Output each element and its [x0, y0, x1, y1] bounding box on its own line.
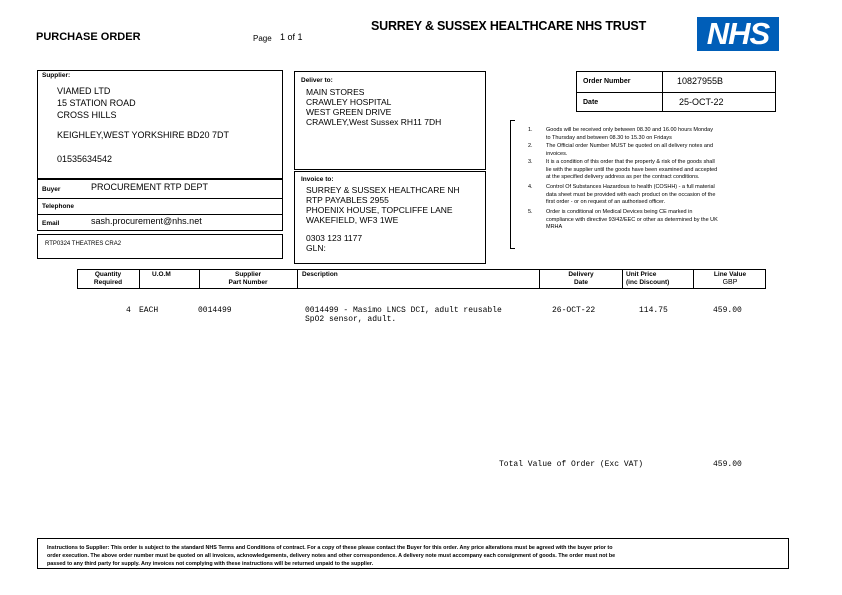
header-line: Unit Price: [626, 271, 657, 278]
supplier-line: 15 STATION ROAD: [57, 98, 136, 108]
deliver-to-box: [294, 71, 486, 170]
row-description: [305, 306, 502, 324]
col-header-quantity: [78, 271, 138, 287]
term-text: [546, 184, 715, 207]
invoice-to-box: [294, 171, 486, 264]
deliver-to-address: [306, 87, 441, 127]
col-header-line-value: [694, 271, 766, 287]
term-line: compliance with directive 93/42/EEC or other as determined by the UK: [546, 216, 718, 223]
deliver-to-label: Deliver to:: [301, 77, 333, 84]
header-line: Required: [93, 279, 123, 286]
term-line: MRHA: [546, 224, 563, 230]
row-line-value: 459.00: [713, 306, 742, 315]
supplier-line: VIAMED LTD: [57, 86, 111, 96]
telephone-label: Telephone: [42, 203, 75, 210]
email-label: Email: [42, 220, 60, 227]
buyer-value: PROCUREMENT RTP DEPT: [91, 182, 209, 192]
term-line: to Thursday and between 08.30 to 15.30 on Fridays: [546, 134, 672, 141]
terms-bracket: [510, 120, 515, 249]
header-line: (inc Discount): [626, 279, 670, 286]
invoice-to-address: [306, 185, 460, 253]
row-delivery-date: 26-OCT-22: [552, 306, 596, 315]
instructions-box: [37, 538, 789, 569]
invoice-line: WAKEFIELD, WF3 1WE: [306, 215, 399, 225]
header-line: Date: [573, 279, 589, 286]
deliver-line: MAIN STORES: [306, 87, 365, 97]
invoice-to-label: Invoice to:: [301, 176, 334, 183]
row-description-line: SpO2 sensor, adult.: [305, 315, 397, 324]
deliver-line: WEST GREEN DRIVE: [306, 107, 392, 117]
header-line: Part Number: [228, 279, 268, 286]
buyer-box: [37, 179, 283, 231]
date-value: 25-OCT-22: [679, 97, 724, 107]
instructions-line: passed to any third party for supply. Any invoices not complying with these instructions will be returned unpaid to the supplier.: [47, 561, 374, 567]
invoice-line: RTP PAYABLES 2955: [306, 195, 389, 205]
row-description-line: 0014499 - Masimo LNCS DCI, adult reusable: [305, 306, 502, 315]
date-label: Date: [583, 99, 599, 106]
term-line: lie with the supplier until the goods have been examined and accepted: [546, 166, 718, 173]
col-header-supplier-part: [200, 271, 296, 287]
header-line: Quantity: [94, 271, 122, 278]
order-number-label: Order Number: [583, 78, 631, 85]
col-header-delivery-date: [540, 271, 622, 287]
row-quantity: 4: [126, 306, 131, 315]
term-number: 1.: [528, 127, 533, 133]
term-line: It is a condition of this order that the property & risk of the goods shall: [546, 159, 715, 165]
total-label: Total Value of Order (Exc VAT): [499, 460, 644, 469]
supplier-line: KEIGHLEY,WEST YORKSHIRE BD20 7DT: [57, 130, 230, 140]
table-header: [77, 269, 766, 289]
header-line: GBP: [722, 279, 738, 286]
term-line: first order - or on request of an authorised officer.: [546, 199, 666, 205]
term-line: Order is conditional on Medical Devices being CE marked in: [546, 209, 693, 215]
page-number: 1 of 1: [280, 32, 303, 42]
invoice-gln: GLN:: [306, 243, 326, 253]
term-text: [546, 159, 717, 182]
buyer-label: Buyer: [42, 186, 61, 193]
supplier-phone: 01535634542: [57, 154, 113, 164]
supplier-address: [57, 85, 229, 165]
term-text: [546, 209, 718, 232]
term-number: 5.: [528, 209, 533, 215]
header-line: Supplier: [234, 271, 261, 278]
document-title: PURCHASE ORDER: [36, 31, 141, 43]
row-uom: EACH: [139, 306, 159, 315]
term-line: Control Of Substances Hazardous to health (COSHH) - a full material: [546, 184, 715, 190]
deliver-line: CRAWLEY,West Sussex RH11 7DH: [306, 117, 442, 127]
instructions-line: order execution. The above order number must be quoted on all invoices, acknowledgements, delivery notes and other correspondence. A delivery note must accompany each consignment of goods. The order must not be: [47, 553, 616, 559]
col-header-unit-price: [626, 271, 669, 287]
term-line: at the specified delivery address as per the contract conditions.: [546, 174, 700, 180]
term-text: [546, 143, 713, 158]
deliver-line: CRAWLEY HOSPITAL: [306, 97, 392, 107]
supplier-label: Supplier:: [42, 72, 71, 79]
header-line: Line Value: [713, 271, 747, 278]
header-line: U.O.M: [152, 271, 171, 278]
trust-name: SURREY & SUSSEX HEALTHCARE NHS TRUST: [371, 19, 647, 33]
instructions-line: Instructions to Supplier: This order is subject to the standard NHS Terms and Conditions of contract. For a copy of these please contact the Buyer for this order. Any price alterations must be agreed with the buyer prior to: [47, 545, 613, 551]
reference-text: RTP0324 THEATRES CRA2: [45, 241, 122, 247]
order-info-box: [576, 71, 776, 112]
total-value: 459.00: [713, 460, 742, 469]
order-number-value: 10827955B: [677, 76, 724, 86]
col-header-description: [302, 271, 338, 279]
term-number: 3.: [528, 159, 533, 165]
header-line: Delivery: [568, 271, 594, 278]
term-line: The Official order Number MUST be quoted on all delivery notes and: [546, 143, 714, 149]
invoice-line: SURREY & SUSSEX HEALTHCARE NH: [306, 185, 460, 195]
reference-box: [37, 234, 283, 259]
invoice-phone: 0303 123 1177: [306, 233, 363, 243]
term-line: invoices.: [546, 150, 568, 157]
term-text: [546, 127, 713, 142]
term-line: data sheet must be provided with each product on the occasion of the: [546, 191, 716, 198]
term-number: 2.: [528, 143, 533, 149]
row-part-number: 0014499: [198, 306, 232, 315]
col-header-uom: [140, 271, 197, 279]
instructions-text: [47, 544, 615, 568]
header-line: Description: [302, 271, 338, 278]
email-value: sash.procurement@nhs.net: [91, 216, 202, 226]
page-label: Page: [253, 34, 272, 43]
supplier-line: CROSS HILLS: [57, 110, 117, 120]
invoice-line: PHOENIX HOUSE, TOPCLIFFE LANE: [306, 205, 453, 215]
nhs-logo: NHS: [697, 17, 779, 51]
supplier-box: [37, 70, 283, 179]
row-unit-price: 114.75: [639, 306, 668, 315]
term-number: 4.: [528, 184, 533, 190]
term-line: Goods will be received only between 08.30 and 16.00 hours Monday: [546, 127, 713, 133]
